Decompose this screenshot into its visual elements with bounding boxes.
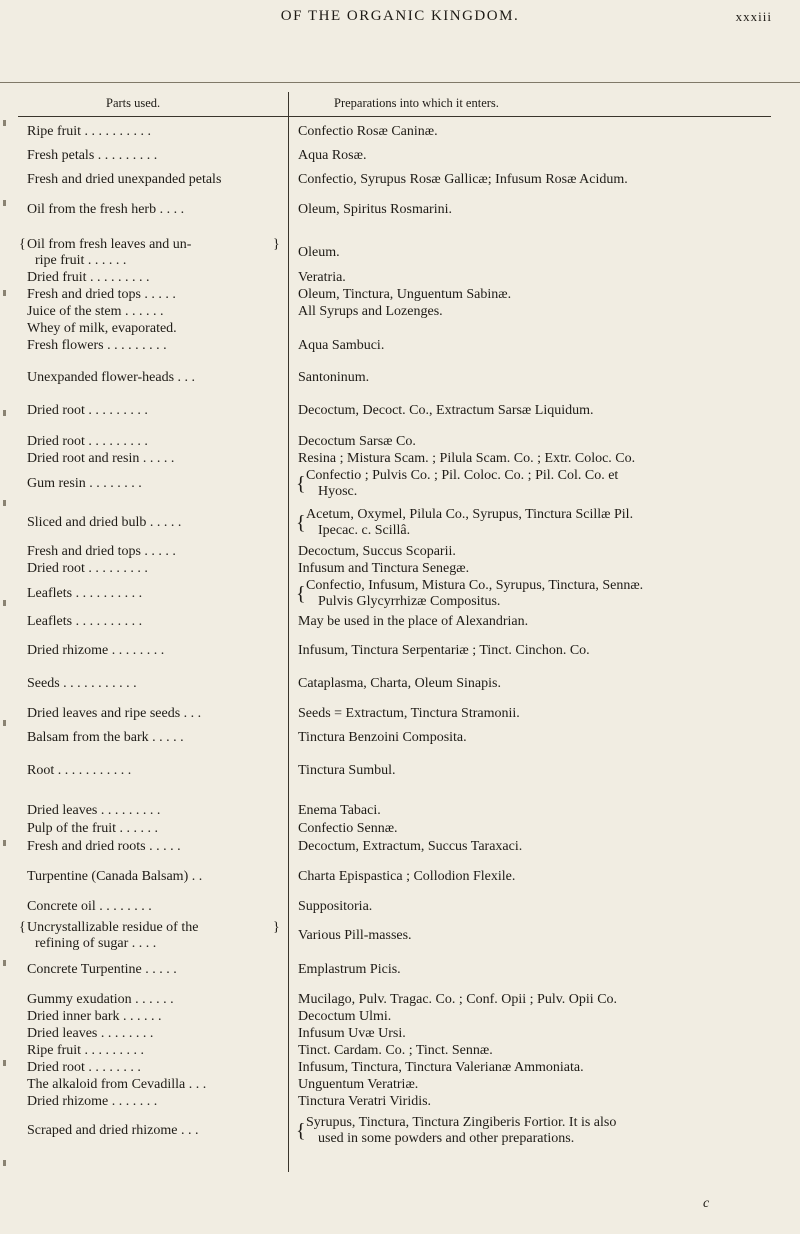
preparation: Oleum. [298, 245, 340, 260]
signature-mark: c [703, 1196, 710, 1211]
preparation-line: Hyosc. [318, 484, 358, 499]
preparation: Enema Tabaci. [298, 803, 381, 818]
part-used: Scraped and dried rhizome . . . [27, 1123, 199, 1138]
part-used: Fresh and dried unexpanded petals [27, 172, 222, 187]
preparation: Tinctura Veratri Viridis. [298, 1094, 432, 1109]
part-used: Dried rhizome . . . . . . . [27, 1094, 158, 1109]
preparation: Unguentum Veratriæ. [298, 1077, 419, 1092]
preparation-line: Ipecac. c. Scillâ. [318, 523, 411, 538]
preparation: Infusum, Tinctura Serpentariæ ; Tinct. Cinchon. Co. [298, 643, 590, 658]
binding-edge [0, 80, 18, 1230]
preparation: Decoctum, Decoct. Co., Extractum Sarsæ Liquidum. [298, 403, 594, 418]
preparation-line: Confectio ; Pulvis Co. ; Pil. Coloc. Co. ; Pil. Col. Co. et [306, 468, 619, 483]
part-used: Concrete Turpentine . . . . . [27, 962, 177, 977]
part-used: Gummy exudation . . . . . . [27, 992, 174, 1007]
preparation: Confectio Rosæ Caninæ. [298, 124, 438, 139]
part-used: Pulp of the fruit . . . . . . [27, 821, 159, 836]
preparation: Cataplasma, Charta, Oleum Sinapis. [298, 676, 501, 691]
part-used: Leaflets . . . . . . . . . . [27, 586, 143, 601]
part-used: Root . . . . . . . . . . . [27, 763, 132, 778]
preparation: Tinctura Benzoini Composita. [298, 730, 467, 745]
preparation-braced [298, 578, 788, 610]
preparation: Decoctum, Succus Scoparii. [298, 544, 456, 559]
preparation: May be used in the place of Alexandrian. [298, 614, 529, 629]
part-used: Dried root and resin . . . . . [27, 451, 175, 466]
preparation: Aqua Sambuci. [298, 338, 385, 353]
part-used-braced [19, 237, 288, 269]
part-used: Fresh and dried tops . . . . . [27, 544, 176, 559]
preparation: Veratria. [298, 270, 346, 285]
part-used: Oil from the fresh herb . . . . [27, 202, 185, 217]
preparation: Confectio, Syrupus Rosæ Gallicæ; Infusum Rosæ Acidum. [298, 172, 628, 187]
part-used: Fresh and dried roots . . . . . [27, 839, 181, 854]
preparation: Confectio Sennæ. [298, 821, 398, 836]
brace-open: { [296, 1120, 306, 1142]
preparation: Various Pill-masses. [298, 928, 412, 943]
preparation-braced [298, 507, 788, 539]
part-used: Ripe fruit . . . . . . . . . [27, 1043, 145, 1058]
part-used: Dried inner bark . . . . . . [27, 1009, 162, 1024]
part-used: Dried root . . . . . . . . . [27, 561, 148, 576]
part-used: Dried root . . . . . . . . . [27, 434, 148, 449]
part-used: Unexpanded flower-heads . . . [27, 370, 196, 385]
part-used: Fresh and dried tops . . . . . [27, 287, 176, 302]
preparation: Oleum, Tinctura, Unguentum Sabinæ. [298, 287, 512, 302]
part-used-line: refining of sugar . . . . [35, 936, 157, 951]
preparation: Decoctum Ulmi. [298, 1009, 392, 1024]
preparation-line: used in some powders and other preparations. [318, 1131, 575, 1146]
part-used: Balsam from the bark . . . . . [27, 730, 184, 745]
preparation: Tinct. Cardam. Co. ; Tinct. Sennæ. [298, 1043, 493, 1058]
part-used: Concrete oil . . . . . . . . [27, 899, 152, 914]
brace-close: } [273, 237, 280, 252]
brace-open: { [296, 512, 306, 534]
preparation: Aqua Rosæ. [298, 148, 367, 163]
preparation-line: Pulvis Glycyrrhizæ Compositus. [318, 594, 501, 609]
page-title: OF THE ORGANIC KINGDOM. [280, 8, 520, 24]
column-header-rule [18, 116, 288, 117]
brace-open: { [19, 237, 26, 252]
brace-open: { [296, 583, 306, 605]
part-used: Seeds . . . . . . . . . . . [27, 676, 137, 691]
part-used-line: ripe fruit . . . . . . [35, 253, 127, 268]
preparation: Emplastrum Picis. [298, 962, 401, 977]
preparation: Infusum, Tinctura, Tinctura Valerianæ Ammoniata. [298, 1060, 584, 1075]
brace-open: { [19, 920, 26, 935]
part-used: Whey of milk, evaporated. [27, 321, 177, 336]
preparation-line: Acetum, Oxymel, Pilula Co., Syrupus, Tinctura Scillæ Pil. [306, 507, 634, 522]
part-used: The alkaloid from Cevadilla . . . [27, 1077, 207, 1092]
preparation: Suppositoria. [298, 899, 373, 914]
preparation-line: Confectio, Infusum, Mistura Co., Syrupus, Tinctura, Sennæ. [306, 578, 644, 593]
part-used: Juice of the stem . . . . . . [27, 304, 164, 319]
part-used: Dried leaves . . . . . . . . [27, 1026, 154, 1041]
preparation-braced [298, 468, 788, 500]
part-used-line: Oil from fresh leaves and un- [27, 237, 192, 252]
part-used: Turpentine (Canada Balsam) . . [27, 869, 203, 884]
column-header-preparations: Preparations into which it enters. [334, 96, 499, 110]
preparation: Oleum, Spiritus Rosmarini. [298, 202, 452, 217]
part-used: Dried leaves . . . . . . . . . [27, 803, 161, 818]
part-used: Dried rhizome . . . . . . . . [27, 643, 165, 658]
part-used: Gum resin . . . . . . . . [27, 476, 142, 491]
preparation: Santoninum. [298, 370, 370, 385]
column-divider [288, 92, 289, 1172]
preparation: Resina ; Mistura Scam. ; Pilula Scam. Co. ; Extr. Coloc. Co. [298, 451, 636, 466]
part-used: Dried root . . . . . . . . . [27, 403, 148, 418]
preparation: Seeds = Extractum, Tinctura Stramonii. [298, 706, 520, 721]
page-header [0, 6, 800, 30]
preparation: Infusum and Tinctura Senegæ. [298, 561, 470, 576]
preparation: All Syrups and Lozenges. [298, 304, 443, 319]
part-used: Fresh petals . . . . . . . . . [27, 148, 158, 163]
part-used: Fresh flowers . . . . . . . . . [27, 338, 167, 353]
part-used: Dried fruit . . . . . . . . . [27, 270, 150, 285]
preparation-line: Syrupus, Tinctura, Tinctura Zingiberis Fortior. It is also [306, 1115, 617, 1130]
column-header-rule [289, 116, 771, 117]
column-header-parts-used: Parts used. [106, 96, 161, 110]
preparation: Decoctum, Extractum, Succus Taraxaci. [298, 839, 523, 854]
preparation: Infusum Uvæ Ursi. [298, 1026, 406, 1041]
preparation: Charta Epispastica ; Collodion Flexile. [298, 869, 516, 884]
part-used-braced [19, 920, 288, 952]
brace-open: { [296, 473, 306, 495]
part-used: Ripe fruit . . . . . . . . . . [27, 124, 152, 139]
header-rule [0, 82, 800, 83]
preparation: Decoctum Sarsæ Co. [298, 434, 416, 449]
preparation: Tinctura Sumbul. [298, 763, 396, 778]
part-used: Leaflets . . . . . . . . . . [27, 614, 143, 629]
part-used: Dried root . . . . . . . . [27, 1060, 141, 1075]
preparation-braced [298, 1115, 788, 1147]
preparation: Mucilago, Pulv. Tragac. Co. ; Conf. Opii ; Pulv. Opii Co. [298, 992, 618, 1007]
page-number: xxxiii [735, 9, 772, 24]
part-used: Sliced and dried bulb . . . . . [27, 515, 182, 530]
part-used: Dried leaves and ripe seeds . . . [27, 706, 202, 721]
part-used-line: Uncrystallizable residue of the [27, 920, 199, 935]
brace-close: } [273, 920, 280, 935]
